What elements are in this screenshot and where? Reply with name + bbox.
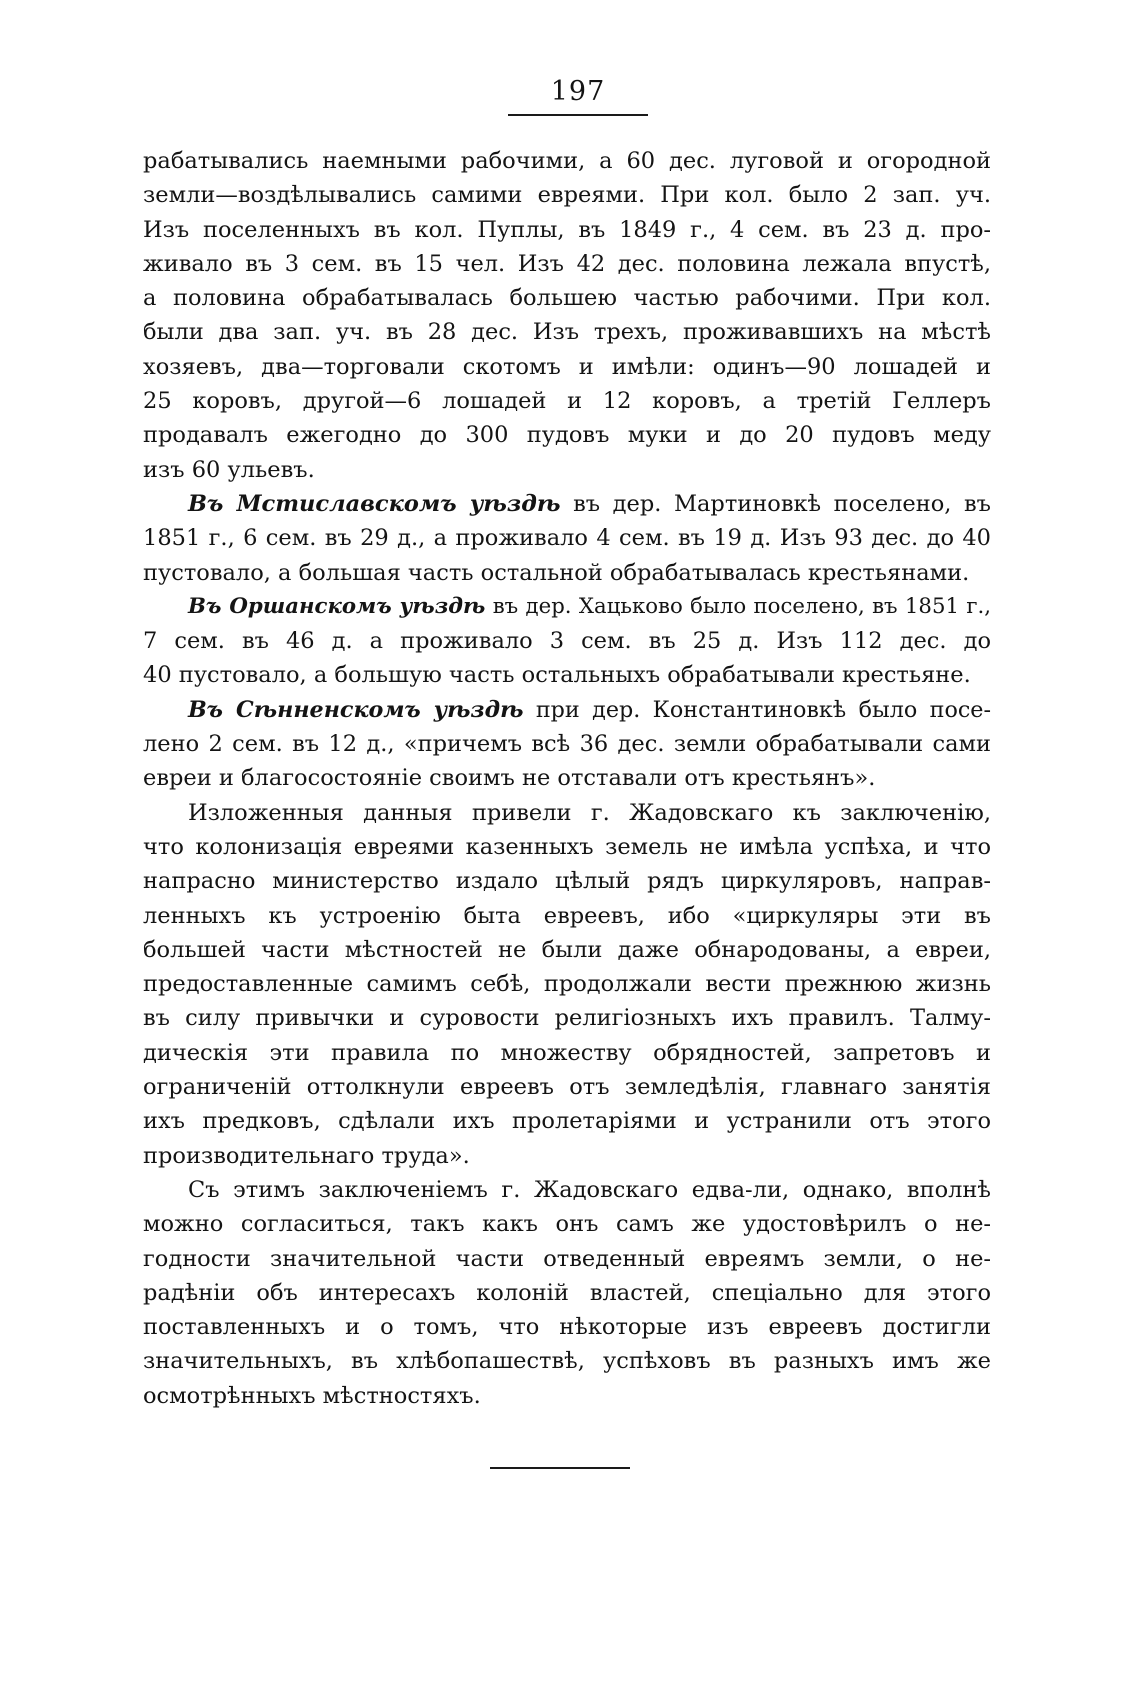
text-line — [143, 1207, 991, 1241]
line-text: напрасно министерство издало цѣлый рядъ циркуляровъ, направ- — [143, 868, 991, 895]
line-text: хозяевъ, два—торговали скотомъ и имѣли: одинъ—90 лошадей и — [143, 353, 991, 380]
page-number: 197 — [550, 76, 606, 107]
line-text: радѣніи объ интересахъ колоній властей, спеціально для этого — [143, 1279, 991, 1306]
line-text: продавалъ ежегодно до 300 пудовъ муки и до 20 пудовъ меду — [143, 422, 991, 449]
line-text: ограниченій оттолкнули евреевъ отъ земледѣлія, главнаго занятія — [143, 1074, 991, 1101]
text-line — [143, 830, 991, 864]
footer-rule — [490, 1467, 630, 1469]
text-line — [143, 281, 991, 315]
district-name: Въ Мстиславскомъ уѣздѣ — [188, 490, 561, 517]
line-text: 25 коровъ, другой—6 лошадей и 12 коровъ, а третій Геллеръ — [143, 388, 991, 415]
line-text: что колонизація евреями казенныхъ земель не имѣла успѣха, и что — [143, 833, 991, 860]
text-line — [143, 899, 991, 933]
body-text — [143, 144, 991, 1413]
text-line — [143, 624, 991, 658]
line-text: а половина обрабатывалась большею частью рабочими. При кол. — [143, 285, 991, 312]
text-line — [143, 967, 991, 1001]
line-text: Изъ поселенныхъ въ кол. Пуплы, въ 1849 г., 4 сем. въ 23 д. про- — [143, 216, 991, 243]
text-line — [143, 1139, 991, 1173]
line-text: можно согласиться, такъ какъ онъ самъ же удостовѣрилъ о не- — [143, 1211, 991, 1238]
line-text: въ силу привычки и суровости религіозныхъ ихъ правилъ. Талму- — [143, 1005, 991, 1032]
line-text: Изложенныя данныя привели г. Жадовскаго къ заключенію, — [188, 799, 991, 826]
line-text: ихъ предковъ, сдѣлали ихъ пролетаріями и устранили отъ этого — [143, 1108, 991, 1135]
text-line — [143, 247, 991, 281]
text-line — [143, 1036, 991, 1070]
text-line — [143, 453, 991, 487]
line-text: лено 2 сем. въ 12 д., «причемъ всѣ 36 дес. земли обрабатывали сами — [143, 731, 991, 758]
text-line — [143, 1344, 991, 1378]
text-line — [143, 144, 991, 178]
line-text: изъ 60 ульевъ. — [143, 456, 315, 483]
text-line — [143, 178, 991, 212]
line-text: поставленныхъ и о томъ, что нѣкоторые изъ евреевъ достигли — [143, 1314, 991, 1341]
line-text: пустовало, а большая часть остальной обрабатывалась крестьянами. — [143, 559, 970, 586]
text-line — [143, 1001, 991, 1035]
line-text: ленныхъ къ устроенію быта евреевъ, ибо «циркуляры эти въ — [143, 902, 991, 929]
line-text: въ дер. Хацьково было поселено, въ 1851 г., — [485, 593, 991, 619]
text-line — [143, 727, 991, 761]
text-line — [143, 1070, 991, 1104]
text-line — [143, 521, 991, 555]
text-line — [143, 658, 991, 692]
line-text: земли—воздѣлывались самими евреями. При кол. было 2 зап. уч. — [143, 182, 991, 209]
text-line — [143, 796, 991, 830]
line-text: осмотрѣнныхъ мѣстностяхъ. — [143, 1382, 481, 1409]
line-text: большей части мѣстностей не были даже обнародованы, а евреи, — [143, 936, 991, 963]
text-line — [143, 1310, 991, 1344]
line-text: 40 пустовало, а большую часть остальныхъ обрабатывали крестьяне. — [143, 662, 971, 689]
line-text: дическія эти правила по множеству обрядностей, запретовъ и — [143, 1039, 991, 1066]
line-text: предоставленные самимъ себѣ, продолжали вести прежнюю жизнь — [143, 971, 991, 998]
line-text: живало въ 3 сем. въ 15 чел. Изъ 42 дес. половина лежала впустѣ, — [143, 250, 991, 277]
line-text: при дер. Константиновкѣ было посе- — [523, 696, 991, 723]
district-name: Въ Сѣнненскомъ уѣздѣ — [188, 696, 524, 723]
text-line — [143, 556, 991, 590]
text-line — [143, 693, 991, 727]
line-text: значительныхъ, въ хлѣбопашествѣ, успѣховъ въ разныхъ имъ же — [143, 1348, 991, 1375]
district-name: Въ Оршанскомъ уѣздѣ — [188, 593, 486, 619]
text-line — [143, 418, 991, 452]
line-text: производительнаго труда». — [143, 1142, 470, 1169]
line-text: годности значительной части отведенный евреямъ земли, о не- — [143, 1245, 991, 1272]
text-line — [143, 315, 991, 349]
line-text: въ дер. Мартиновкѣ поселено, въ — [560, 490, 991, 517]
text-line — [143, 933, 991, 967]
text-line — [143, 864, 991, 898]
header-rule — [508, 114, 648, 116]
text-line — [143, 1242, 991, 1276]
line-text: 1851 г., 6 сем. въ 29 д., а проживало 4 сем. въ 19 д. Изъ 93 дес. до 40 — [143, 525, 991, 552]
text-line — [143, 590, 991, 624]
line-text: 7 сем. въ 46 д. а проживало 3 сем. въ 25 д. Изъ 112 дес. до — [143, 628, 991, 655]
line-text: были два зап. уч. въ 28 дес. Изъ трехъ, проживавшихъ на мѣстѣ — [143, 319, 991, 346]
text-line — [143, 1276, 991, 1310]
text-line — [143, 487, 991, 521]
text-line — [143, 350, 991, 384]
text-line — [143, 1173, 991, 1207]
text-line — [143, 1379, 991, 1413]
line-text: рабатывались наемными рабочими, а 60 дес. луговой и огородной — [143, 148, 991, 174]
text-line — [143, 384, 991, 418]
line-text: Съ этимъ заключеніемъ г. Жадовскаго едва-ли, однако, вполнѣ — [188, 1176, 991, 1203]
text-line — [143, 213, 991, 247]
text-line — [143, 1104, 991, 1138]
line-text: евреи и благосостояніе своимъ не отставали отъ крестьянъ». — [143, 765, 876, 792]
text-line — [143, 761, 991, 795]
